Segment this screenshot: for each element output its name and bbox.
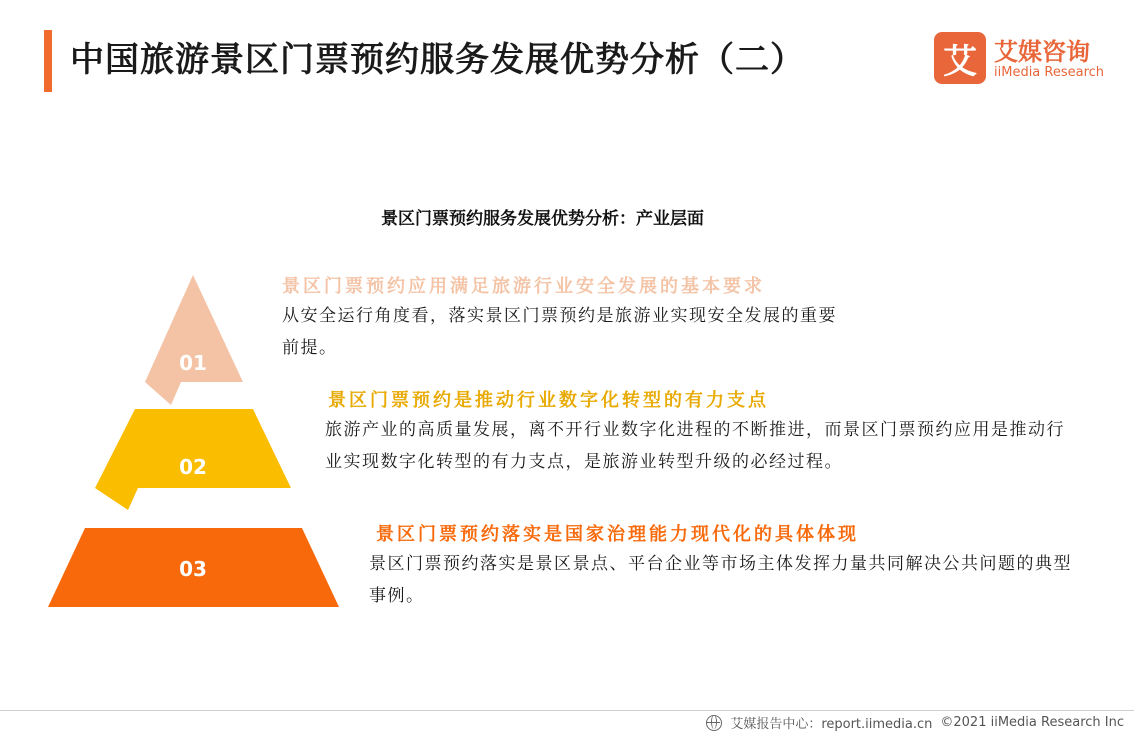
logo-mark: 艾 bbox=[934, 32, 986, 84]
footer bbox=[706, 713, 1124, 732]
logo-chinese-text: 艾媒咨询 bbox=[994, 38, 1090, 66]
pyramid-tier-2-number: 02 bbox=[179, 455, 207, 479]
pyramid-tier-1-number: 01 bbox=[179, 351, 207, 375]
page-title: 中国旅游景区门票预约服务发展优势分析（二） bbox=[70, 40, 805, 80]
footer-copyright: ©2021 iiMedia Research Inc bbox=[940, 715, 1124, 730]
tier-1-body: 从安全运行角度看，落实景区门票预约是旅游业实现安全发展的重要前提。 bbox=[282, 306, 837, 358]
pyramid-tier-3-number: 03 bbox=[179, 557, 207, 581]
pyramid-tier-1 bbox=[145, 275, 243, 405]
tier-3-body: 景区门票预约落实是景区景点、平台企业等市场主体发挥力量共同解决公共问题的典型事例。 bbox=[369, 554, 1072, 606]
logo-english-text: iiMedia Research bbox=[994, 65, 1105, 80]
footer-divider bbox=[0, 710, 1134, 711]
footer-source: 艾媒报告中心：report.iimedia.cn bbox=[730, 717, 933, 732]
globe-icon bbox=[706, 715, 722, 731]
tier-2-body: 旅游产业的高质量发展，离不开行业数字化进程的不断推进，而景区门票预约应用是推动行业实现数字化转型的有力支点，是旅游业转型升级的必经过程。 bbox=[325, 420, 1065, 472]
section-title: 景区门票预约服务发展优势分析：产业层面 bbox=[381, 209, 704, 229]
tier-1-heading: 景区门票预约应用满足旅游行业安全发展的基本要求 bbox=[282, 276, 765, 297]
tier-2-heading: 景区门票预约是推动行业数字化转型的有力支点 bbox=[328, 390, 769, 411]
tier-3-heading: 景区门票预约落实是国家治理能力现代化的具体体现 bbox=[376, 524, 859, 545]
